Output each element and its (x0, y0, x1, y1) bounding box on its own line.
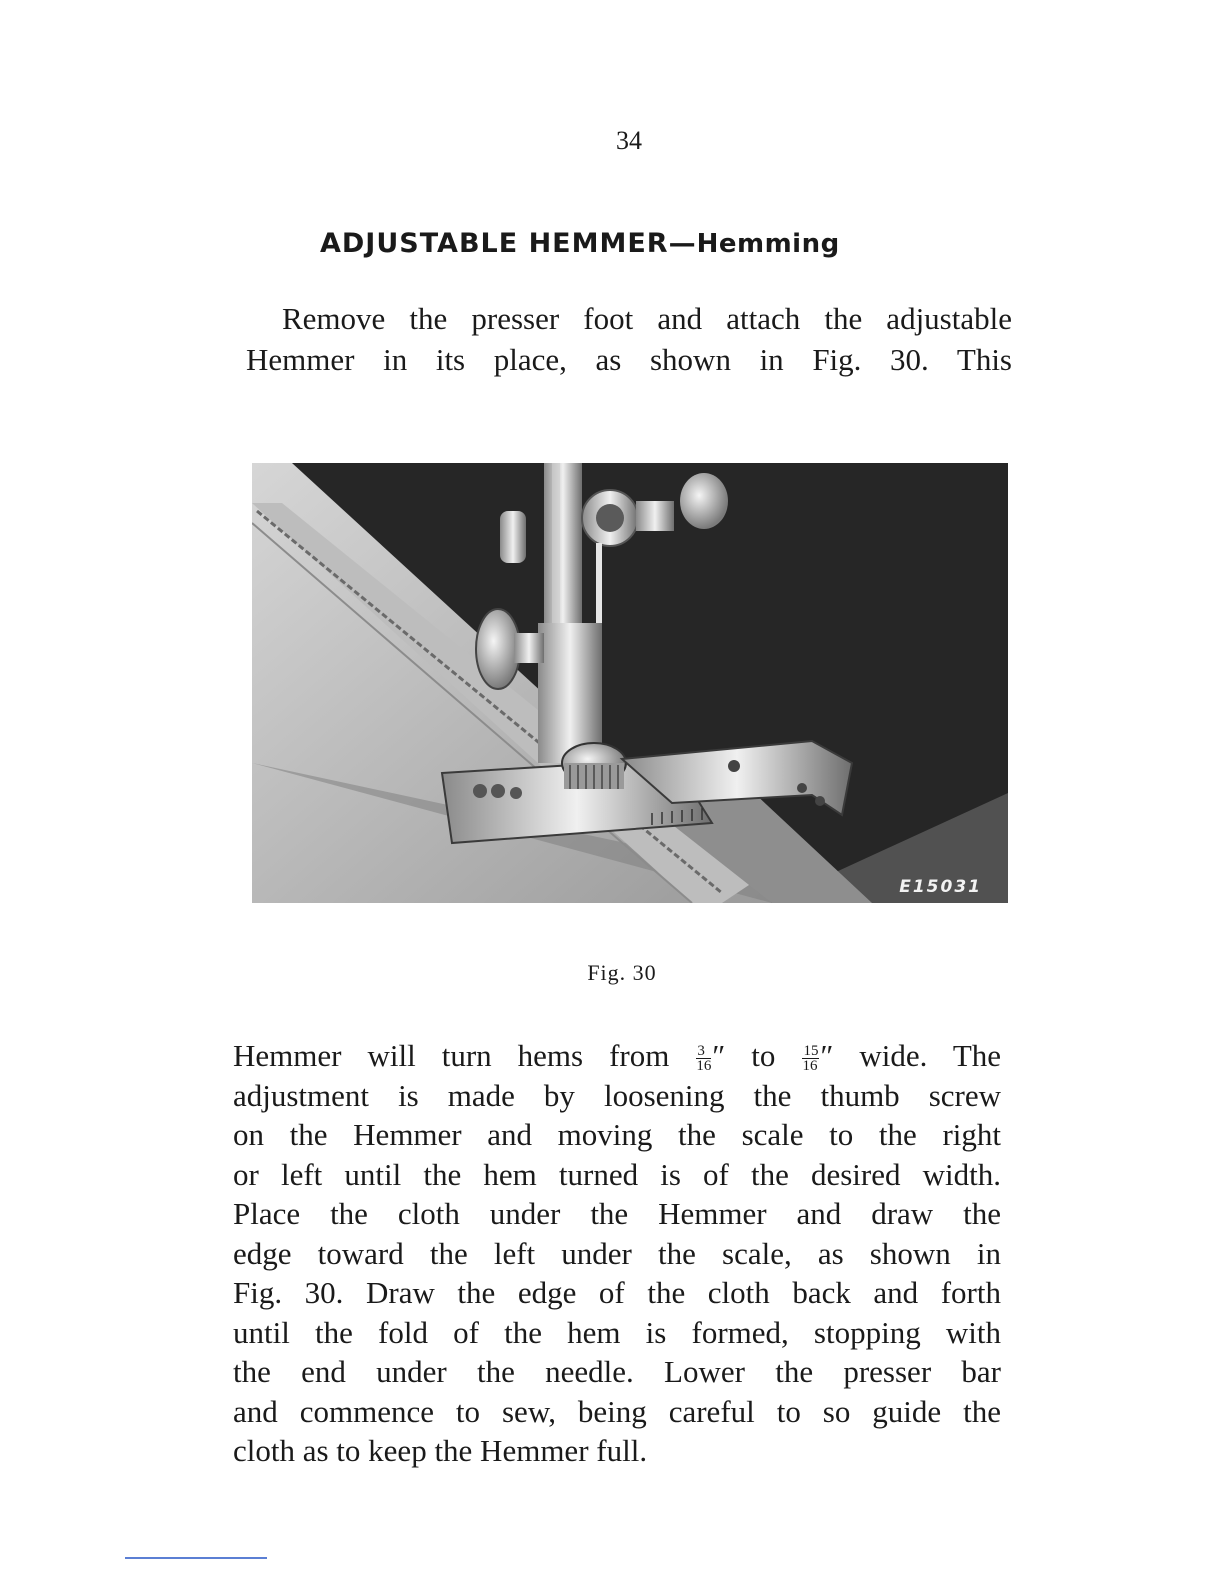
figure-hemmer-photo (252, 463, 1008, 903)
fraction-denominator: 16 (802, 1058, 818, 1075)
fraction-numerator: 15 (803, 1043, 819, 1060)
footnote-rule (125, 1557, 267, 1559)
body-line: the end under the needle. Lower the presser bar (233, 1354, 1001, 1389)
fraction-three-sixteenths (696, 1044, 711, 1073)
hemmer-illustration (252, 463, 1008, 903)
body-line: on the Hemmer and moving the scale to the right (233, 1117, 1001, 1152)
figure-code: E15031 (899, 877, 982, 897)
fraction-denominator: 16 (696, 1058, 712, 1075)
body-line: Place the cloth under the Hemmer and draw the (233, 1196, 1001, 1231)
body-line: edge toward the left under the scale, as shown in (233, 1235, 1001, 1271)
page-number: 34 (616, 126, 642, 155)
body-line: Fig. 30. Draw the edge of the cloth back and forth (233, 1275, 1001, 1310)
fraction-numerator: 3 (696, 1044, 711, 1059)
figure-caption: Fig. 30 (587, 960, 657, 985)
body-line-1-c: ″ wide. The (820, 1038, 1002, 1073)
intro-line: Hemmer in its place, as shown in Fig. 30. This (246, 342, 1012, 377)
heading-main: ADJUSTABLE HEMMER (320, 228, 669, 259)
body-paragraph (233, 1036, 1001, 1471)
body-line-1-b: ″ to (712, 1038, 776, 1073)
body-line: and commence to sew, being careful to so guide the (233, 1393, 1001, 1429)
intro-paragraph (246, 298, 1012, 380)
body-line: cloth as to keep the Hemmer full. (233, 1433, 648, 1468)
body-line: until the fold of the hem is formed, stopping with (233, 1314, 1001, 1350)
fraction-fifteen-sixteenths (802, 1044, 819, 1073)
body-line: adjustment is made by loosening the thumb screw (233, 1077, 1001, 1113)
section-heading (320, 228, 960, 259)
body-line: or left until the hem turned is of the desired width. (233, 1156, 1001, 1192)
intro-line: Remove the presser foot and attach the adjustable (282, 301, 1012, 336)
body-line-1 (233, 1036, 1001, 1076)
heading-sub: Hemming (696, 229, 840, 259)
body-line-1-a: Hemmer will turn hems from (233, 1038, 670, 1073)
heading-dash: — (668, 228, 697, 259)
